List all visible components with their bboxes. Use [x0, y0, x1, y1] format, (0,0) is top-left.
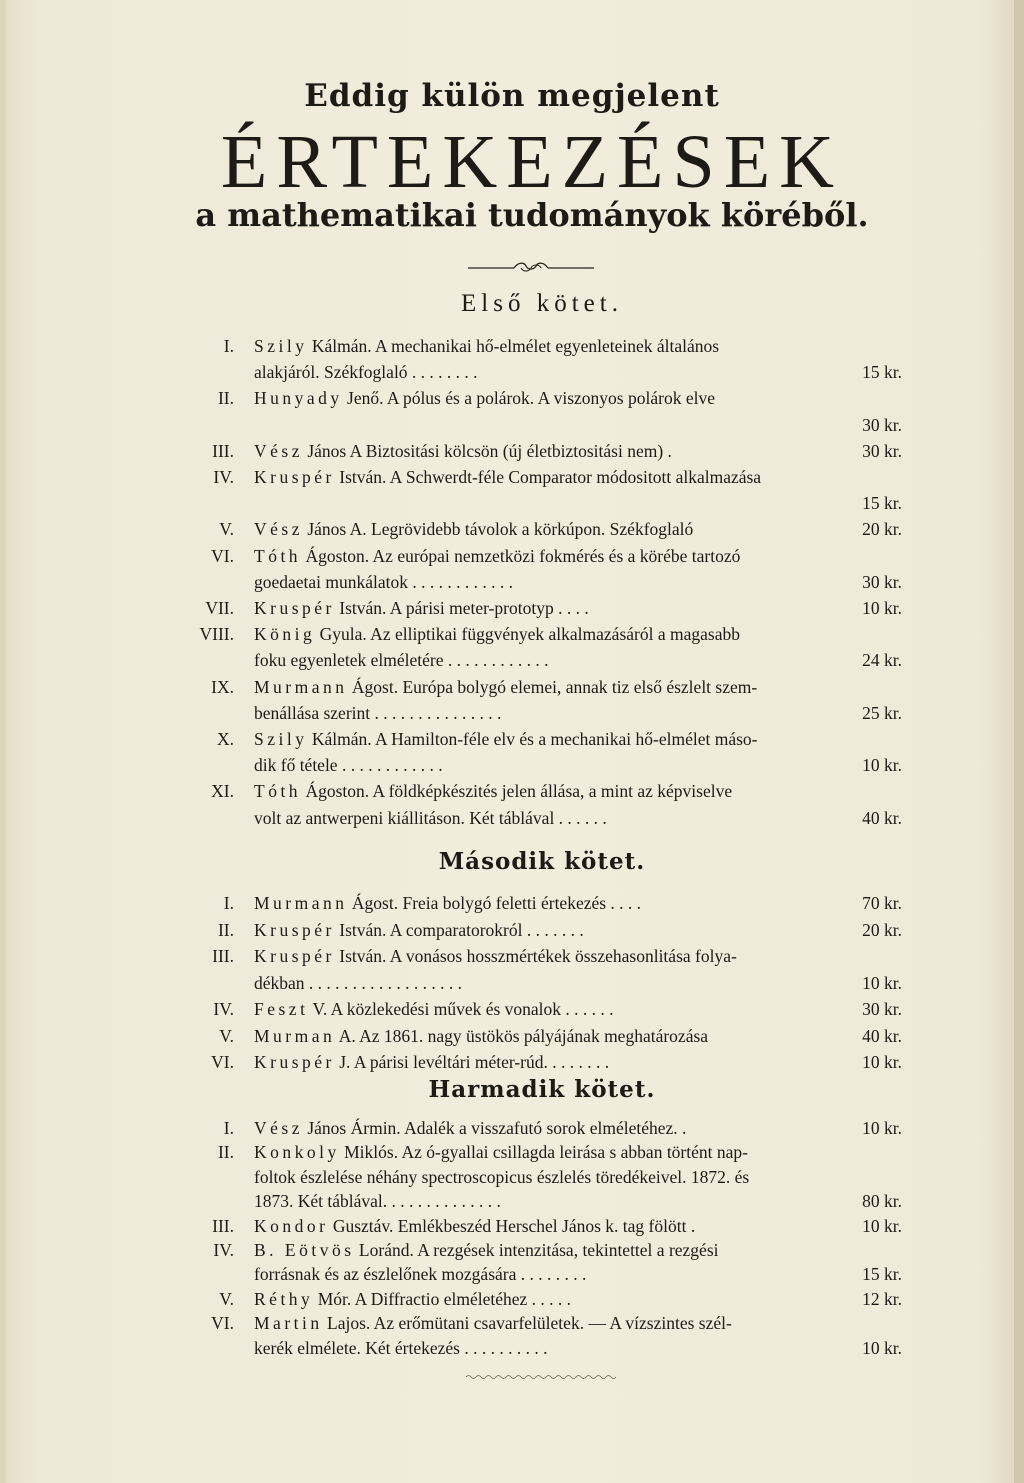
- entry-line: [0, 333, 1024, 359]
- entry-line: [0, 752, 1024, 778]
- entry-title: Kálmán. A mechanikai hő-elmélet egyenleteinek általános: [311, 336, 720, 356]
- entry-text: [254, 970, 834, 996]
- entry-number: IX.: [211, 676, 234, 697]
- entry-text: [254, 805, 834, 831]
- entry-title: Gyula. Az elliptikai függvények alkalmazásáról a magasabb: [319, 624, 740, 645]
- entry-title: Loránd. A rezgések intenzitása, tekintettel a rezgési: [358, 1240, 719, 1260]
- entry-author: Konkoly: [254, 1142, 340, 1163]
- entry-line: [0, 1286, 1024, 1312]
- entry-price: 20 kr.: [862, 519, 902, 540]
- entry-line: [0, 1023, 1024, 1049]
- entry-number: V.: [219, 1025, 234, 1046]
- entry-price: 10 kr.: [862, 972, 902, 993]
- entry-price: 30 kr.: [862, 999, 902, 1019]
- entry-number: II.: [217, 388, 234, 409]
- entry-title: Miklós. Az ó-gyallai csillagda leirása s abban történt nap-: [344, 1142, 748, 1163]
- entry-number: III.: [212, 1215, 234, 1236]
- entry-title: V. A közlekedési művek és vonalok . . . . . .: [312, 999, 614, 1019]
- entry-number: IV.: [213, 999, 234, 1019]
- entry-price: 25 kr.: [862, 702, 902, 723]
- entry-line: [0, 1139, 1024, 1165]
- entry-text: [254, 647, 834, 673]
- entry-author: Réthy: [254, 1288, 314, 1309]
- entry-author: Murmann: [254, 676, 348, 697]
- entry-title: foltok észlelése néhány spectroscopicus észlelés töredékeivel. 1872. és: [254, 1166, 750, 1187]
- entry-title: István. A Schwerdt-féle Comparator módositott alkalmazása: [339, 467, 762, 487]
- entry-price: 20 kr.: [862, 919, 902, 940]
- entry-number: VI.: [211, 1052, 234, 1072]
- volume3-heading: Harmadik kötet.: [428, 1076, 656, 1103]
- entry-line: [0, 490, 1024, 516]
- entry-title: Lajos. Az erőmütani csavarfelületek. — A vízszintes szél-: [327, 1313, 732, 1334]
- entry-author: Kruspér: [254, 946, 335, 966]
- entry-title: Gusztáv. Emlékbeszéd Herschel János k. tag fölött .: [332, 1215, 696, 1236]
- entry-number: IV.: [213, 467, 234, 487]
- entry-author: Szily: [254, 729, 308, 749]
- entry-text: [254, 1139, 902, 1165]
- sub-title: a mathematikai tudományok köréből.: [195, 196, 869, 234]
- entry-author: Hunyady: [254, 388, 343, 409]
- entry-title: János A. Legrövidebb távolok a körkúpon. Székfoglaló: [307, 519, 694, 540]
- entry-author: Kruspér: [254, 598, 335, 618]
- entry-line: [0, 464, 1024, 490]
- entry-price: 15 kr.: [862, 362, 902, 383]
- entry-text: [254, 516, 834, 542]
- entry-line: [0, 438, 1024, 464]
- entry-number: VIII.: [199, 624, 234, 645]
- entry-text: [254, 1115, 834, 1141]
- entry-number: II.: [217, 1142, 234, 1163]
- entry-text: [254, 778, 902, 804]
- entry-title: J. A párisi levéltári méter-rúd. . . . . . . .: [339, 1052, 610, 1072]
- entry-text: [254, 996, 834, 1022]
- entry-author: Vész: [254, 440, 303, 461]
- entry-price: 40 kr.: [862, 1025, 902, 1046]
- entry-line: [0, 516, 1024, 542]
- entry-number: III.: [212, 946, 234, 966]
- entry-number: III.: [212, 440, 234, 461]
- entry-number: V.: [219, 519, 234, 540]
- ornament-divider-icon: [466, 256, 596, 276]
- entry-author: Tóth: [254, 781, 302, 802]
- entry-author: König: [254, 624, 316, 645]
- entry-author: Murmann: [254, 893, 348, 913]
- entry-number: V.: [219, 1288, 234, 1309]
- entry-title: volt az antwerpeni kiállitáson. Két táblával . . . . . .: [254, 807, 607, 828]
- entry-text: [254, 621, 902, 647]
- volume2-heading: Második kötet.: [438, 848, 646, 875]
- entry-price: 15 kr.: [862, 493, 902, 514]
- entry-text: [254, 595, 834, 621]
- entry-text: [254, 752, 834, 778]
- entry-text: [254, 1164, 902, 1190]
- entry-number: XI.: [211, 781, 234, 802]
- entry-line: [0, 621, 1024, 647]
- entry-line: [0, 943, 1024, 969]
- volume1-heading: Első kötet.: [461, 290, 623, 317]
- entry-title: János Ármin. Adalék a visszafutó sorok elméletéhez. .: [307, 1118, 687, 1138]
- entry-text: [254, 1213, 834, 1239]
- entry-text: [254, 943, 902, 969]
- entry-number: I.: [223, 336, 234, 356]
- entry-line: [0, 778, 1024, 804]
- entry-author: Martin: [254, 1313, 323, 1334]
- entry-text: [254, 464, 902, 490]
- entry-line: [0, 805, 1024, 831]
- entry-author: Kondor: [254, 1215, 329, 1236]
- entry-title: dik fő tétele . . . . . . . . . . . .: [254, 755, 443, 776]
- entry-author: Kruspér: [254, 467, 335, 487]
- entry-text: [254, 333, 902, 359]
- entry-title: Ágost. Európa bolygó elemei, annak tiz első észlelt szem-: [351, 676, 758, 697]
- entry-text: [254, 917, 834, 943]
- entry-title: alakjáról. Székfoglaló . . . . . . . .: [254, 362, 478, 383]
- entry-author: Murman: [254, 1025, 336, 1046]
- entry-line: [0, 1188, 1024, 1214]
- entry-price: 10 kr.: [862, 1215, 902, 1236]
- entry-price: 30 kr.: [862, 571, 902, 592]
- entry-line: [0, 726, 1024, 752]
- entry-line: [0, 1213, 1024, 1239]
- entry-title: 1873. Két táblával. . . . . . . . . . . . . .: [254, 1191, 501, 1212]
- entry-line: [0, 385, 1024, 411]
- entry-text: [254, 359, 834, 385]
- entry-author: Vész: [254, 1118, 303, 1138]
- entry-text: [254, 674, 902, 700]
- entry-text: [254, 1310, 902, 1336]
- entry-price: 70 kr.: [862, 893, 902, 913]
- entry-number: I.: [223, 893, 234, 913]
- entry-text: [254, 1335, 834, 1361]
- entry-text: [254, 1049, 834, 1075]
- entry-title: A. Az 1861. nagy üstökös pályájának meghatározása: [338, 1025, 709, 1046]
- entry-title: István. A párisi meter-prototyp . . . .: [339, 598, 589, 618]
- entry-author: Feszt: [254, 999, 309, 1019]
- entry-title: benállása szerint . . . . . . . . . . . . . . .: [254, 702, 502, 723]
- entry-line: [0, 1237, 1024, 1263]
- entry-author: Tóth: [254, 545, 302, 566]
- entry-title: Kálmán. A Hamilton-féle elv és a mechanikai hő-elmélet máso-: [311, 729, 758, 749]
- entry-line: [0, 1310, 1024, 1336]
- entry-title: Ágoston. A földképkészités jelen állása, a mint az képviselve: [305, 781, 733, 802]
- entry-text: [254, 1023, 834, 1049]
- entry-price: 12 kr.: [862, 1288, 902, 1309]
- entry-text: [254, 438, 834, 464]
- entry-line: [0, 1261, 1024, 1287]
- entry-number: IV.: [213, 1240, 234, 1260]
- entry-number: X.: [216, 729, 234, 749]
- entry-line: [0, 1335, 1024, 1361]
- entry-line: [0, 700, 1024, 726]
- entry-title: Ágost. Freia bolygó feletti értekezés . . . .: [351, 893, 642, 913]
- bottom-wavy-rule-icon: [466, 1374, 616, 1380]
- entry-line: [0, 917, 1024, 943]
- entry-price: 30 kr.: [862, 414, 902, 435]
- entry-title: kerék elmélete. Két értekezés . . . . . . . . . .: [254, 1337, 548, 1358]
- entry-author: Vész: [254, 519, 303, 540]
- entry-title: forrásnak és az észlelőnek mozgására . . . . . . . .: [254, 1264, 587, 1285]
- entry-line: [0, 647, 1024, 673]
- entry-price: 80 kr.: [862, 1191, 902, 1212]
- entry-title: goedaetai munkálatok . . . . . . . . . . . .: [254, 571, 514, 592]
- entry-text: [254, 700, 834, 726]
- entry-price: 15 kr.: [862, 1264, 902, 1285]
- entry-line: [0, 890, 1024, 916]
- entry-title: foku egyenletek elméletére . . . . . . . . . . . .: [254, 650, 549, 671]
- entry-price: 10 kr.: [862, 755, 902, 776]
- entry-text: [254, 543, 902, 569]
- entry-price: 30 kr.: [862, 440, 902, 461]
- entry-text: [254, 1286, 834, 1312]
- entry-author: B. Eötvös: [254, 1240, 355, 1260]
- entry-line: [0, 1049, 1024, 1075]
- entry-author: Kruspér: [254, 1052, 335, 1072]
- entry-number: II.: [217, 919, 234, 940]
- entry-price: 10 kr.: [862, 1118, 902, 1138]
- entry-price: 24 kr.: [862, 650, 902, 671]
- main-title: ÉRTEKEZÉSEK: [220, 120, 844, 204]
- entry-line: [0, 996, 1024, 1022]
- entry-price: 40 kr.: [862, 807, 902, 828]
- entry-line: [0, 359, 1024, 385]
- entry-title: Jenő. A pólus és a polárok. A viszonyos polárok elve: [347, 388, 715, 409]
- entry-line: [0, 1115, 1024, 1141]
- entry-text: [254, 1261, 834, 1287]
- entry-number: VI.: [211, 545, 234, 566]
- entry-text: [254, 890, 834, 916]
- entry-text: [254, 1237, 902, 1263]
- entry-title: István. A vonásos hosszmértékek összehasonlitása folya-: [339, 946, 737, 966]
- entry-text: [254, 1188, 834, 1214]
- entry-title: dékban . . . . . . . . . . . . . . . . . .: [254, 972, 463, 993]
- entry-text: [254, 726, 902, 752]
- entry-line: [0, 412, 1024, 438]
- entry-text: [254, 569, 834, 595]
- entry-price: 10 kr.: [862, 1337, 902, 1358]
- entry-author: Kruspér: [254, 919, 335, 940]
- entry-line: [0, 674, 1024, 700]
- entry-title: István. A comparatorokról . . . . . . .: [339, 919, 584, 940]
- entry-number: I.: [223, 1118, 234, 1138]
- entry-title: János A Biztositási kölcsön (új életbiztositási nem) .: [307, 440, 672, 461]
- entry-line: [0, 1164, 1024, 1190]
- entry-author: Szily: [254, 336, 308, 356]
- entry-title: Ágoston. Az európai nemzetközi fokmérés és a körébe tartozó: [305, 545, 741, 566]
- entry-price: 10 kr.: [862, 598, 902, 618]
- entry-line: [0, 595, 1024, 621]
- entry-price: 10 kr.: [862, 1052, 902, 1072]
- entry-title: Mór. A Diffractio elméletéhez . . . . .: [317, 1288, 572, 1309]
- pre-title: Eddig külön megjelent: [304, 78, 720, 114]
- entry-number: VI.: [211, 1313, 234, 1334]
- entry-number: VII.: [205, 598, 234, 618]
- entry-text: [254, 385, 902, 411]
- entry-line: [0, 970, 1024, 996]
- entry-line: [0, 543, 1024, 569]
- entry-line: [0, 569, 1024, 595]
